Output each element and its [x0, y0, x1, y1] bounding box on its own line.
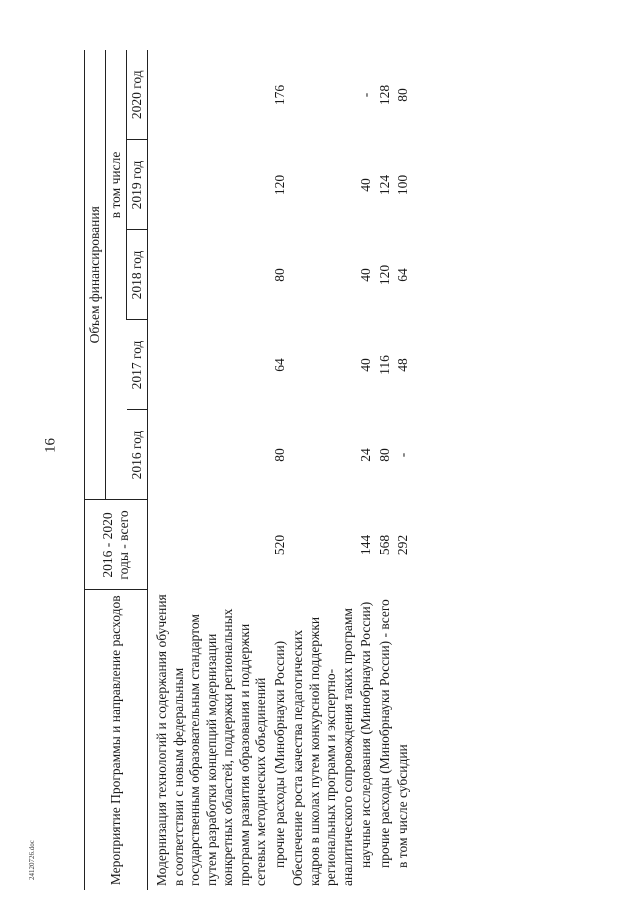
value-cell: 64	[395, 268, 410, 282]
header-measure: Мероприятие Программы и направление расходов	[85, 590, 148, 890]
expense-direction: прочие расходы (Минобрнауки России) - всего	[376, 599, 392, 868]
document-filename: 24120726.doc	[28, 840, 36, 880]
header-year-2018: 2018 год	[127, 230, 148, 320]
value-cell: 100	[395, 174, 410, 196]
total-cell: 144	[358, 534, 373, 556]
value-cell	[148, 320, 271, 410]
value-cell: -	[395, 452, 410, 458]
total-cell: 568	[376, 534, 392, 556]
header-including: в том числе	[106, 50, 127, 320]
value-cell: 40	[358, 268, 373, 282]
expense-direction: научные исследования (Минобрнауки России)	[358, 601, 373, 868]
rotated-page-content	[84, 35, 559, 890]
total-cell	[148, 500, 271, 590]
value-cell	[148, 50, 271, 140]
table-row	[148, 50, 271, 890]
value-cell	[289, 320, 357, 410]
value-cell: 176	[271, 84, 287, 106]
measure-name: Модернизация технологий и содержания обучения в соответствии с новым федеральным государственным образовательным стандартом путем разработки концепций модернизации конкретных областей, поддержки региональных программ развития образования и поддержки сетевых методических объединений	[154, 594, 268, 886]
value-cell: 64	[271, 358, 287, 372]
financing-table	[84, 50, 413, 890]
expense-direction: прочие расходы (Минобрнауки России)	[271, 640, 287, 868]
expense-direction: в том числе субсидии	[395, 744, 410, 868]
value-cell: 40	[358, 358, 373, 372]
value-cell	[289, 50, 357, 140]
value-cell: 48	[395, 358, 410, 372]
total-cell: 520	[271, 534, 287, 556]
value-cell: 24	[358, 448, 373, 462]
value-cell	[148, 140, 271, 230]
table-header	[85, 50, 148, 890]
value-cell: 40	[358, 178, 373, 192]
table-row	[376, 50, 395, 890]
value-cell	[148, 410, 271, 500]
header-year-2017: 2017 год	[127, 320, 148, 410]
value-cell: 80	[376, 448, 392, 462]
value-cell	[289, 140, 357, 230]
header-year-2020: 2020 год	[127, 50, 148, 140]
table-row	[357, 50, 376, 890]
table-row	[271, 50, 290, 890]
value-cell: 80	[395, 88, 410, 102]
value-cell: 120	[271, 174, 287, 196]
value-cell	[148, 230, 271, 320]
header-financing: Объем финансирования	[85, 50, 106, 500]
page-number: 16	[42, 438, 59, 453]
header-year-2019: 2019 год	[127, 140, 148, 230]
header-total: 2016 - 2020 годы - всего	[85, 500, 148, 590]
value-cell: -	[358, 92, 373, 98]
value-cell: 128	[376, 84, 392, 106]
table-row	[289, 50, 357, 890]
table-body	[148, 50, 413, 890]
value-cell: 80	[271, 268, 287, 282]
measure-name: Обеспечение роста качества педагогических кадров в школах путем конкурсной поддержки региональных программ и экспертно-аналитического сопровождения таких программ	[290, 608, 355, 886]
value-cell: 124	[376, 174, 392, 196]
value-cell: 116	[376, 355, 392, 375]
value-cell	[289, 410, 357, 500]
header-year-2016: 2016 год	[127, 410, 148, 500]
value-cell: 120	[376, 264, 392, 286]
value-cell: 80	[271, 448, 287, 462]
total-cell	[289, 500, 357, 590]
total-cell: 292	[395, 534, 410, 556]
table-row	[394, 50, 413, 890]
value-cell	[289, 230, 357, 320]
